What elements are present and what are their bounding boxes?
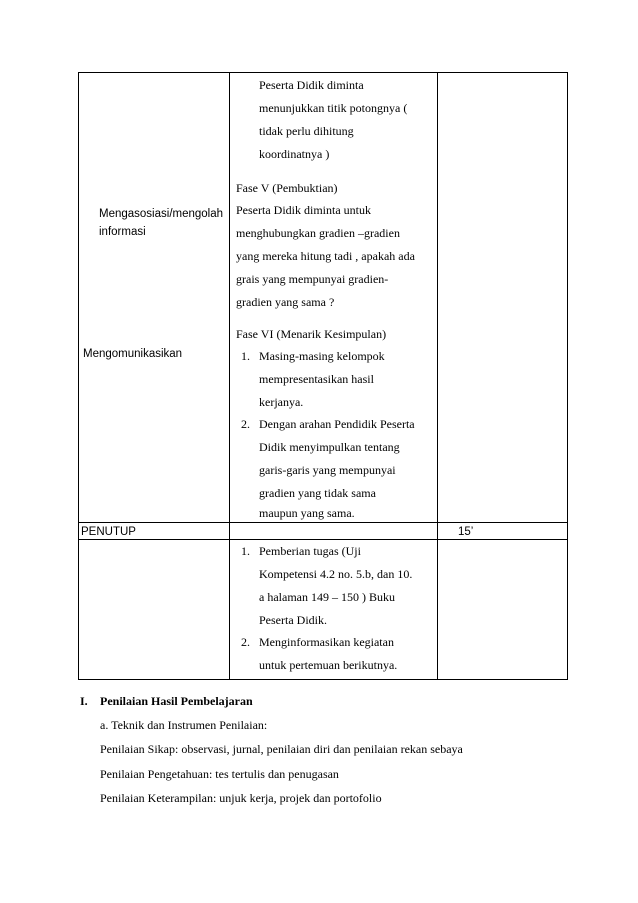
activity-mengasosiasi: informasi [99,226,146,238]
section-subtitle: a. Teknik dan Instrumen Penilaian: [100,718,268,732]
table-border-left [78,72,79,680]
section-line: Penilaian Sikap: observasi, jurnal, penilaian diri dan penilaian rekan sebaya [100,742,463,756]
list-item: mempresentasikan hasil [259,372,374,386]
list-number: 2. [241,417,250,431]
list-item: kerjanya. [259,395,304,409]
list-item: a halaman 149 – 150 ) Buku [259,590,395,604]
content-line: koordinatnya ) [259,147,330,161]
fase5-title: Fase V (Pembuktian) [236,181,338,195]
section-title: Penilaian Hasil Pembelajaran [100,694,253,708]
list-item: Didik menyimpulkan tentang [259,440,400,454]
fase6-title: Fase VI (Menarik Kesimpulan) [236,327,387,341]
list-item: Menginformasikan kegiatan [259,635,394,649]
table-divider-1 [229,72,230,680]
content-line: menunjukkan titik potongnya ( [259,101,408,115]
list-item: Peserta Didik. [259,613,327,627]
table-border-right [567,72,568,680]
content-line: tidak perlu dihitung [259,124,354,138]
list-item: Dengan arahan Pendidik Peserta [259,417,415,431]
penutup-label: PENUTUP [81,526,136,538]
list-item: maupun yang sama. [259,506,355,520]
list-item: untuk pertemuan berikutnya. [259,658,398,672]
activity-mengomunikasikan: Mengomunikasikan [83,348,183,360]
list-item: Kompetensi 4.2 no. 5.b, dan 10. [259,567,413,581]
fase5-line: grais yang mempunyai gradien- [236,272,389,286]
fase5-line: menghubungkan gradien –gradien [236,226,400,240]
list-item: Pemberian tugas (Uji [259,544,361,558]
list-number: 1. [241,544,250,558]
list-number: 1. [241,349,250,363]
table-divider-2 [437,72,438,680]
section-number: I. [80,694,88,708]
penutup-time: 15’ [458,526,474,538]
fase5-line: Peserta Didik diminta untuk [236,203,371,217]
lesson-table [78,72,568,680]
fase5-line: gradien yang sama ? [236,295,335,309]
fase5-line: yang mereka hitung tadi , apakah ada [236,249,415,263]
list-item: garis-garis yang mempunyai [259,463,396,477]
list-item: gradien yang tidak sama [259,486,376,500]
table-row-divider [78,539,568,540]
content-line: Peserta Didik diminta [259,78,364,92]
section-line: Penilaian Pengetahuan: tes tertulis dan penugasan [100,767,339,781]
table-border-bottom [78,679,568,680]
activity-mengasosiasi: Mengasosiasi/mengolah [99,208,224,220]
table-border-top [78,72,568,73]
section-line: Penilaian Keterampilan: unjuk kerja, projek dan portofolio [100,791,382,805]
list-item: Masing-masing kelompok [259,349,385,363]
list-number: 2. [241,635,250,649]
table-row-divider [78,522,568,523]
